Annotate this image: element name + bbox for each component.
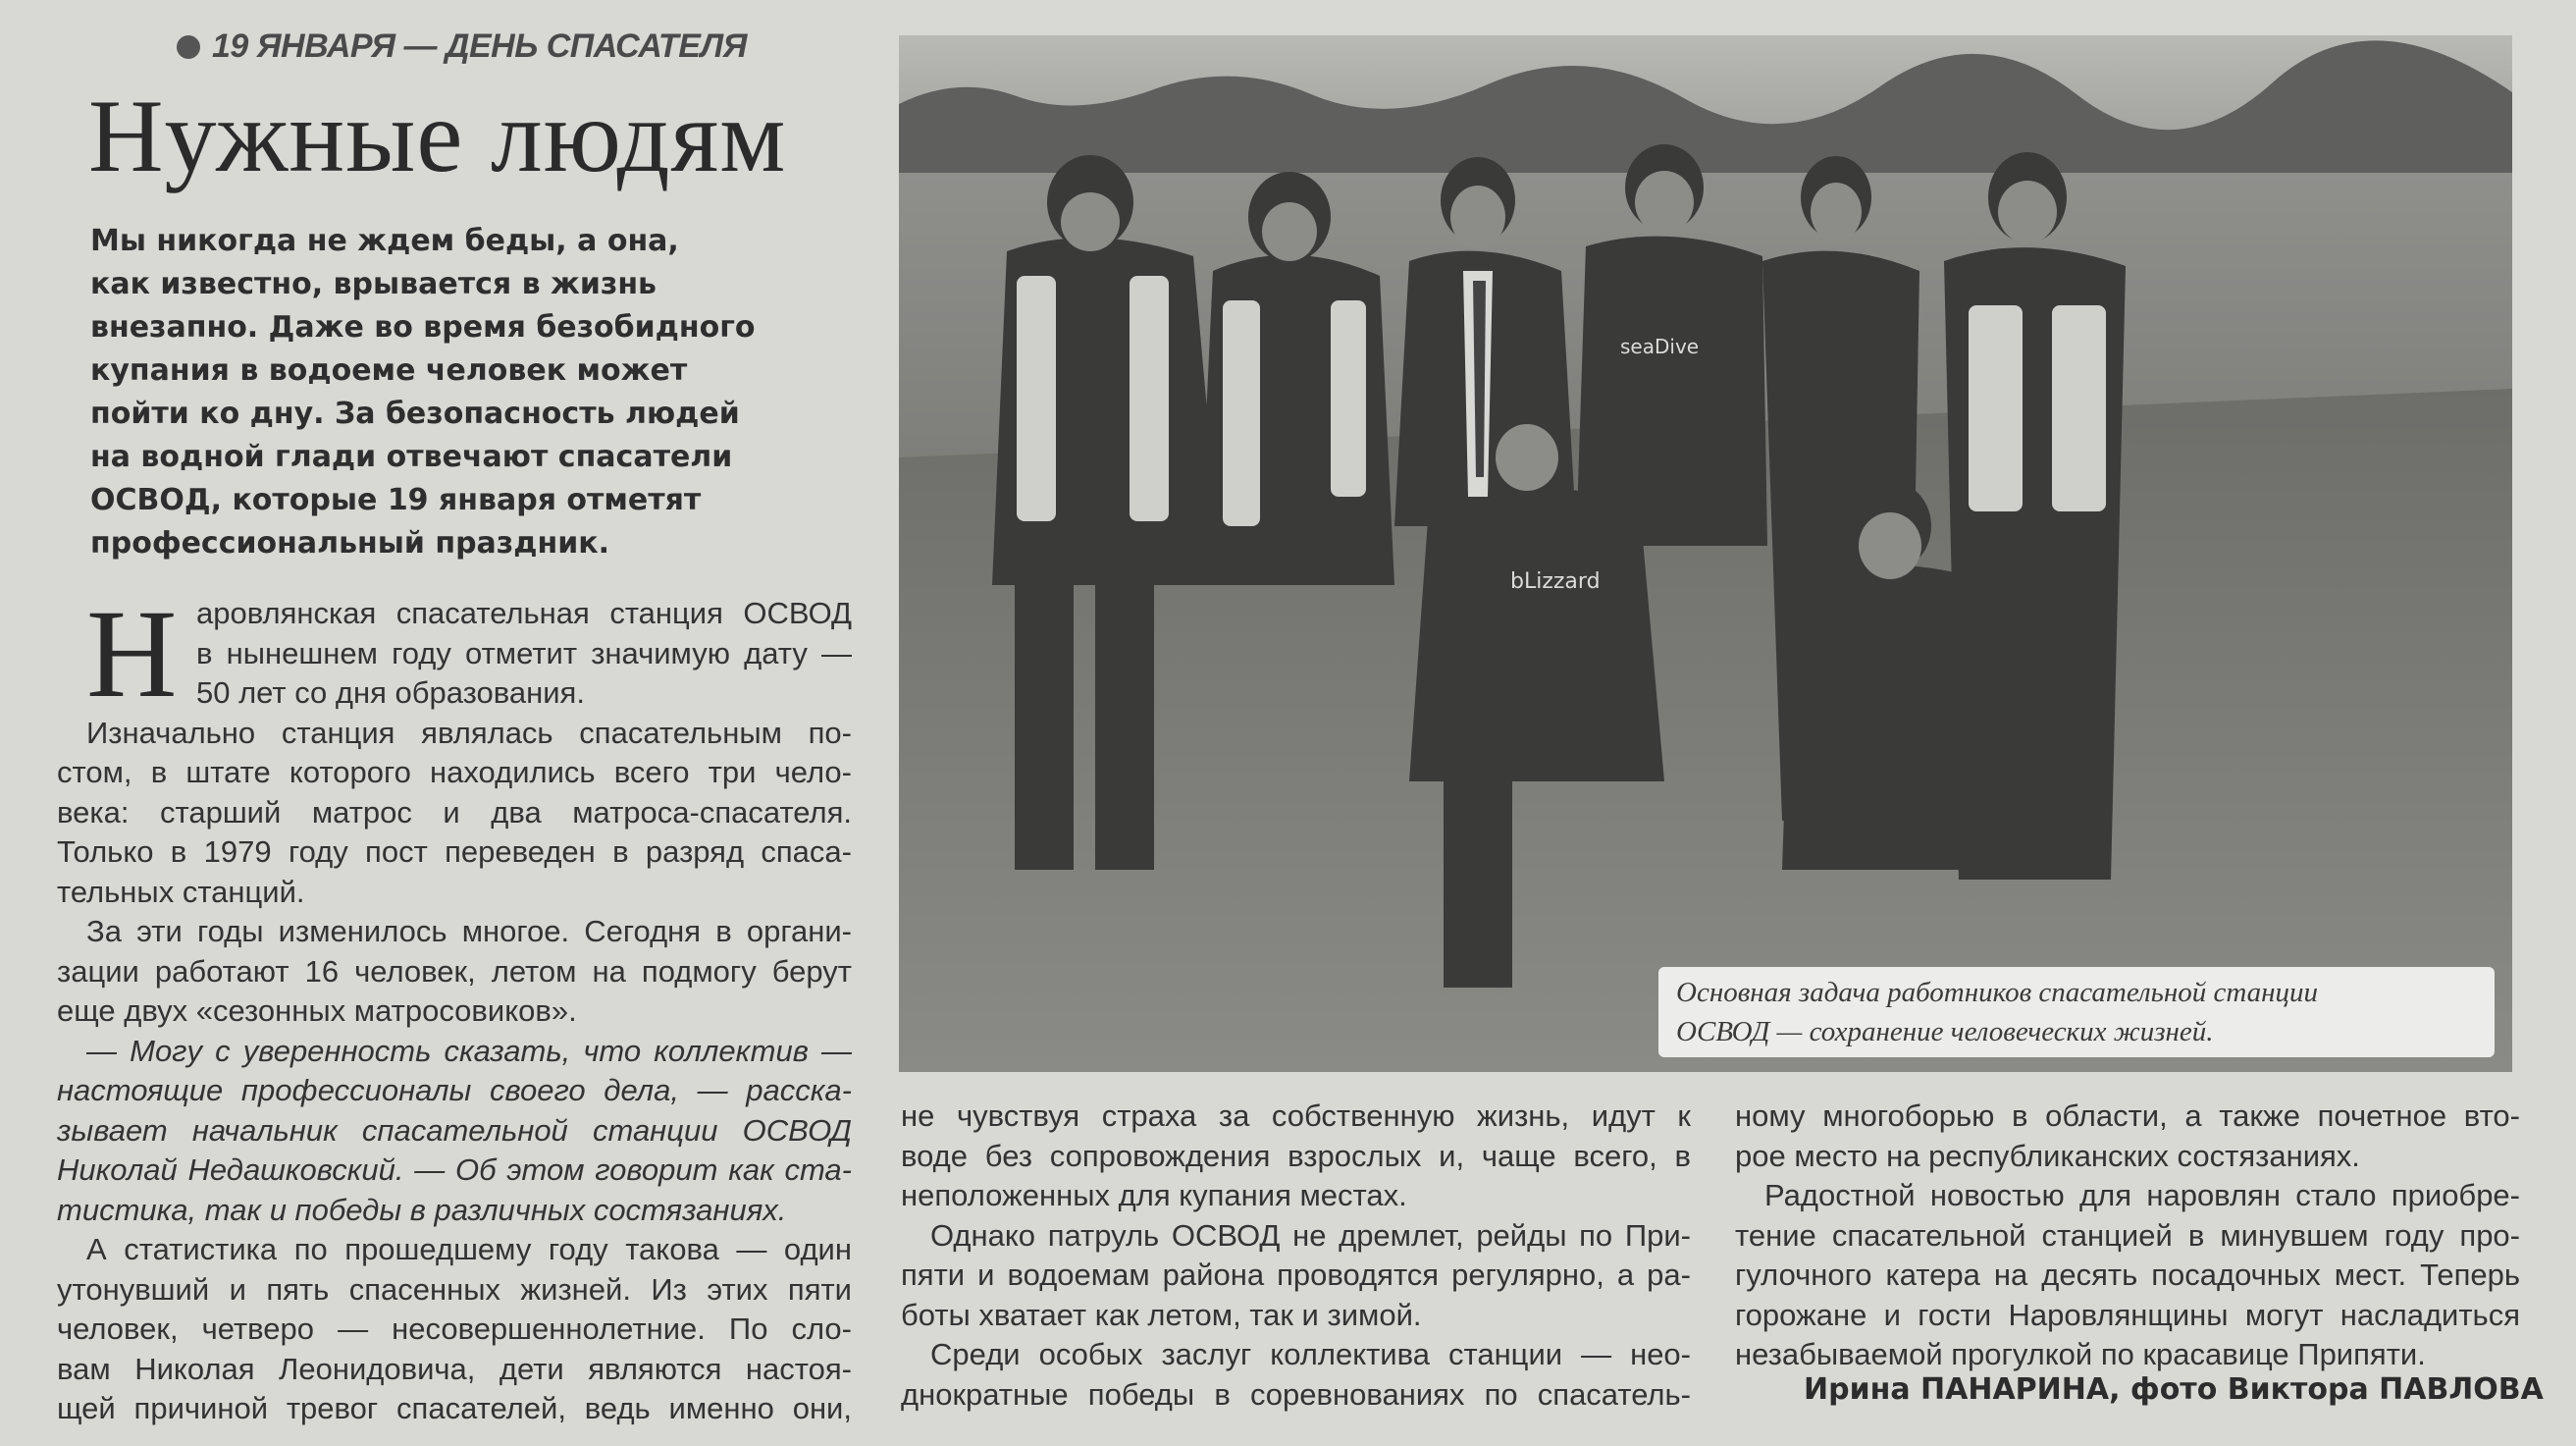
rubric — [177, 27, 747, 66]
lead-line: на водной глади отвечают спасатели — [90, 440, 733, 474]
text-line: тение спасательной станцией в минувшем году про- — [1735, 1217, 2520, 1253]
text-line: днократные победы в соревнованиях по спасатель- — [901, 1376, 1691, 1412]
bullet-icon — [177, 35, 200, 59]
group-photo — [899, 35, 2512, 1072]
text-line: вам Николая Леонидовича, дети являются настоя- — [57, 1351, 852, 1386]
lead-line: пойти ко дну. За безопасность людей — [90, 397, 740, 431]
text-line: неположенных для купания местах. — [901, 1178, 1407, 1212]
article-column-1 — [57, 584, 852, 1429]
lead-line: ОСВОД, которые 19 января отметят — [90, 483, 702, 517]
text-line: зации работают 16 человек, летом на подмогу берут — [57, 953, 852, 989]
text-line: гулочного катера на десять посадочных мест. Теперь — [1735, 1258, 2520, 1292]
text-line: — Могу с уверенность сказать, что коллектив — — [86, 1033, 852, 1068]
byline: Ирина ПАНАРИНА, фото Виктора ПАВЛОВА — [1804, 1372, 2544, 1407]
text-line: Среди особых заслуг коллектива станции — нео- — [930, 1337, 1691, 1371]
drysuit-logo: bLizzard — [1510, 569, 1601, 594]
text-line: боты хватает как летом, так и зимой. — [901, 1297, 1422, 1332]
text-line: тельных станций. — [57, 874, 305, 909]
paragraph — [901, 1216, 1691, 1336]
caption-line: Основная задача работников спасательной станции — [1676, 977, 2319, 1008]
paragraph — [901, 1335, 1691, 1415]
lead-line: Мы никогда не ждем беды, а она, — [90, 224, 679, 258]
text-line: За эти годы изменилось многое. Сегодня в органи- — [86, 914, 852, 948]
text-line: тистика, так и победы в различных состязаниях. — [57, 1192, 787, 1227]
lead-line: профессиональный праздник. — [90, 526, 609, 561]
text-line: ному многоборью в области, а также почетное вто- — [1735, 1098, 2520, 1133]
jacket-logo: seaDive — [1620, 335, 1700, 358]
lead-line: как известно, врывается в жизнь — [90, 267, 657, 301]
lead-line: внезапно. Даже во время безобидного — [90, 310, 756, 345]
photo-caption — [1658, 967, 2495, 1057]
rubric-text: 19 ЯНВАРЯ — ДЕНЬ СПАСАТЕЛЯ — [212, 27, 747, 65]
text-line: еще двух «сезонных матросовиков». — [57, 993, 577, 1028]
paragraph — [57, 912, 852, 1032]
text-line: Однако патруль ОСВОД не дремлет, рейды по При- — [930, 1217, 1691, 1253]
lead-line: купания в водоеме человек может — [90, 353, 688, 388]
text-line: 50 лет со дня образования. — [196, 675, 585, 710]
paragraph — [57, 1230, 852, 1429]
article-column-3 — [1735, 1097, 2520, 1375]
drop-cap: Н — [86, 584, 178, 723]
text-line: пяти и водоемам района проводятся регулярно, а ра- — [901, 1258, 1691, 1292]
text-line: утонувший и пять спасенных жизней. Из этих пяти — [57, 1271, 852, 1307]
text-line: человек, четверо — несовершеннолетние. По сло- — [57, 1312, 852, 1346]
lead-paragraph — [90, 220, 875, 565]
text-line: не чувствуя страха за собственную жизнь, идут к — [901, 1098, 1691, 1133]
text-line: воде без сопровождения взрослых и, чаще всего, в — [901, 1138, 1691, 1173]
text-line: горожане и гости Наровлянщины могут насладиться — [1735, 1297, 2520, 1332]
caption-line: ОСВОД — сохранение человеческих жизней. — [1676, 1016, 2214, 1047]
paragraph — [1735, 1176, 2520, 1375]
text-line: Только в 1979 году пост переведен в разряд спаса- — [57, 834, 852, 869]
paragraph — [57, 714, 852, 913]
text-line: рое место на республиканских состязаниях. — [1735, 1138, 2360, 1173]
text-line: аровлянская спасательная станция ОСВОД — [196, 596, 852, 630]
paragraph — [1735, 1097, 2520, 1176]
paragraph — [57, 584, 852, 723]
text-line: Николай Недашковский. — Об этом говорит как ста- — [57, 1152, 852, 1187]
text-line: Изначально станция являлась спасательным по- — [86, 715, 852, 750]
text-line: незабываемой прогулкой по красавице Припяти. — [1735, 1337, 2426, 1371]
text-line: в нынешнем году отметит значимую дату — — [196, 635, 852, 670]
text-line: настоящие профессионалы своего дела, — расска- — [57, 1073, 852, 1107]
text-line: щей причиной тревог спасателей, ведь именно они, — [57, 1391, 852, 1425]
text-line: А статистика по прошедшему году такова — один — [86, 1232, 852, 1266]
headline: Нужные людям — [88, 79, 787, 193]
text-line: Радостной новостью для наровлян стало приобре- — [1764, 1178, 2520, 1212]
article-column-2 — [901, 1097, 1691, 1415]
paragraph — [901, 1097, 1691, 1216]
text-line: века: старший матрос и два матроса-спасателя. — [57, 794, 852, 830]
text-line: зывает начальник спасательной станции ОСВОД — [57, 1112, 852, 1148]
quote-paragraph — [57, 1032, 852, 1231]
text-line: стом, в штате которого находились всего три чело- — [57, 755, 852, 789]
